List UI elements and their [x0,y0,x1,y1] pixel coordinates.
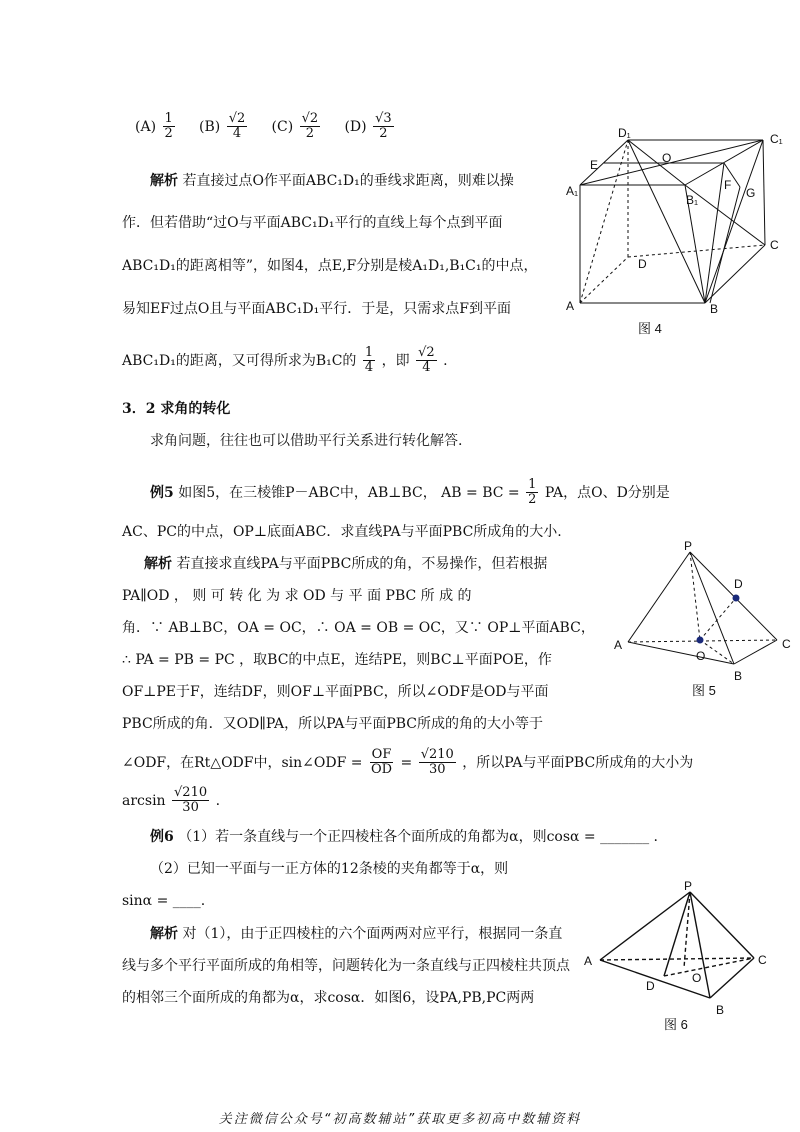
figure-5 [612,539,797,692]
fig5-label-o: O [696,649,706,663]
example5-a1-text: 若直接求直线PA与平面PBC所成的角，不易操作，但若根据 [176,556,548,572]
example5-frac-num: 1 [528,477,537,492]
example5-line1b: PA，点O、D分别是 [544,484,670,501]
analysis1-line5b: ，即 [381,352,410,369]
fig4-label-g: G [746,186,756,200]
choice-c-num: √2 [301,111,319,126]
fig4-label-b: B [710,302,719,316]
fig5-label-a: A [614,638,623,652]
example5-a4: ∴ PA = PB = PC ，取BC的中点E，连结PE，则BC⊥平面POE，作 [122,652,552,668]
fig5-caption: 图 5 [692,683,716,698]
fig6-label-b: B [716,1003,725,1017]
analysis1-frac-den: 4 [364,360,374,376]
example6-q1-text: （1）若一条直线与一个正四棱柱各个面所成的角都为α，则cosα = _______ . [178,829,659,845]
choice-b-den: 4 [232,126,242,142]
example5-a7-eq: = [400,754,413,771]
choice-b-num: √2 [228,111,246,126]
fig4-label-f: F [724,178,732,192]
example6-a3: 的相邻三个面所成的角都为α，求cosα．如图6，设PA,PB,PC两两 [122,990,535,1006]
example5-a8 [122,786,220,816]
fig4-label-d: D [638,257,647,271]
footer-note: 关注微信公众号“初高数辅站”获取更多初高中数辅资料 [218,1112,582,1127]
example6-a1 [150,927,562,941]
choice-c-den: 2 [305,126,315,142]
example6-q3: sinα = ____. [122,893,206,909]
analysis1-line2: 作．但若借助“过O与平面ABC₁D₁平行的直线上每个点到平面 [122,215,503,231]
example5-a5: OF⊥PE于F，连结DF，则OF⊥平面PBC，所以∠ODF是OD与平面 [122,684,549,700]
fig5-label-c: C [782,637,791,651]
example5-head: 例5 [150,484,174,501]
example5-a8b: . [215,792,221,809]
choice-d-num: √3 [375,111,392,126]
figure-4 [560,125,790,345]
example5-line1 [150,478,670,508]
figure-6 [582,879,782,1017]
fig4-label-d1: D₁ [618,126,631,140]
fig5-point-o [697,637,704,644]
fig6-label-p: P [684,879,693,893]
choice-a-num: 1 [164,111,173,126]
choice-d-label: (D) [344,118,367,135]
example5-a7-num2: √210 [420,747,454,762]
example5-a8-num: √210 [174,785,208,800]
analysis1-line4: 易知EF过点O且与平面ABC₁D₁平行．于是，只需求点F到平面 [122,301,511,317]
fig4-label-a1: A₁ [566,184,579,198]
choice-a-label: (A) [135,118,157,135]
example5-a7-den2: 30 [428,762,446,778]
fig4-label-o: O [662,151,672,165]
example6-head: 例6 [150,829,174,845]
example5-frac-den: 2 [528,492,537,508]
fig5-point-d [733,595,740,602]
fig6-label-c: C [758,953,767,967]
analysis1-line5 [122,346,448,376]
example6-a1-text: 对（1），由于正四棱柱的六个面两两对应平行，根据同一条直 [182,926,563,942]
example6-q2: （2）已知一平面与一正方体的12条棱的夹角都等于α，则 [150,861,509,877]
fig4-label-e: E [590,158,599,172]
fig4-label-a: A [566,299,575,313]
analysis1-line1 [150,174,514,188]
fig6-label-d: D [646,979,655,993]
example5-a7b: ，所以PA与平面PBC所成角的大小为 [462,754,694,771]
fig4-caption: 图 4 [638,321,662,336]
analysis1-frac-num: 1 [364,345,374,360]
example5-a8a: arcsin [122,792,166,809]
fig6-caption: 图 6 [664,1017,688,1032]
fig5-label-b: B [734,669,743,683]
example6-analysis-head: 解析 [150,926,178,942]
example5-a6: PBC所成的角．又OD∥PA，所以PA与平面PBC所成的角的大小等于 [122,716,544,732]
fig5-label-p: P [684,539,693,553]
example5-a3: 角．∵ AB⊥BC，OA = OC，∴ OA = OB = OC，又∵ OP⊥平面ABC， [122,620,595,636]
analysis1-frac2-den: 4 [422,360,431,376]
example6-q1 [150,830,658,844]
example5-a7 [122,748,693,778]
example5-line1a: 如图5，在三棱锥P－ABC中，AB⊥BC， AB = BC = [178,484,520,501]
fig5-label-d: D [734,577,743,591]
example5-a7a: ∠ODF，在Rt△ODF中，sin∠ODF = [122,754,363,771]
analysis1-line5a: ABC₁D₁的距离，又可得所求为B₁C的 [122,352,357,369]
analysis1-head: 解析 [150,173,178,189]
example5-a8-den: 30 [182,800,199,816]
choice-a-den: 2 [164,126,173,142]
example5-a7-den1: OD [370,762,393,778]
example5-a7-num1: OF [371,747,392,762]
choice-b-label: (B) [199,118,221,135]
answer-choices [135,112,396,142]
example5-a1 [144,557,547,571]
fig4-label-b1: B₁ [686,193,699,207]
analysis1-line5c: . [443,352,448,369]
analysis1-frac2-num: √2 [418,345,435,360]
analysis1-text1: 若直接过点O作平面ABC₁D₁的垂线求距离，则难以操 [182,173,514,189]
fig6-label-o: O [692,971,702,985]
section-intro: 求角问题，往往也可以借助平行关系进行转化解答. [150,433,463,449]
fig4-label-c1: C₁ [770,132,783,146]
fig4-label-c: C [770,238,779,252]
example5-line2: AC、PC的中点，OP⊥底面ABC．求直线PA与平面PBC所成角的大小. [122,524,562,540]
choice-c-label: (C) [271,118,294,135]
example5-analysis-head: 解析 [144,556,172,572]
example5-a2: PA∥OD ， 则 可 转 化 为 求 OD 与 平 面 PBC 所 成 的 [122,588,472,604]
analysis1-line3: ABC₁D₁的距离相等”，如图4，点E,F分别是棱A₁D₁,B₁C₁的中点， [122,258,538,274]
fig6-label-a: A [584,954,593,968]
section-title: 3．2 求角的转化 [122,401,231,417]
choice-d-den: 2 [379,126,388,142]
example6-a2: 线与多个平行平面所成的角相等，问题转化为一条直线与正四棱柱共顶点 [122,958,570,974]
